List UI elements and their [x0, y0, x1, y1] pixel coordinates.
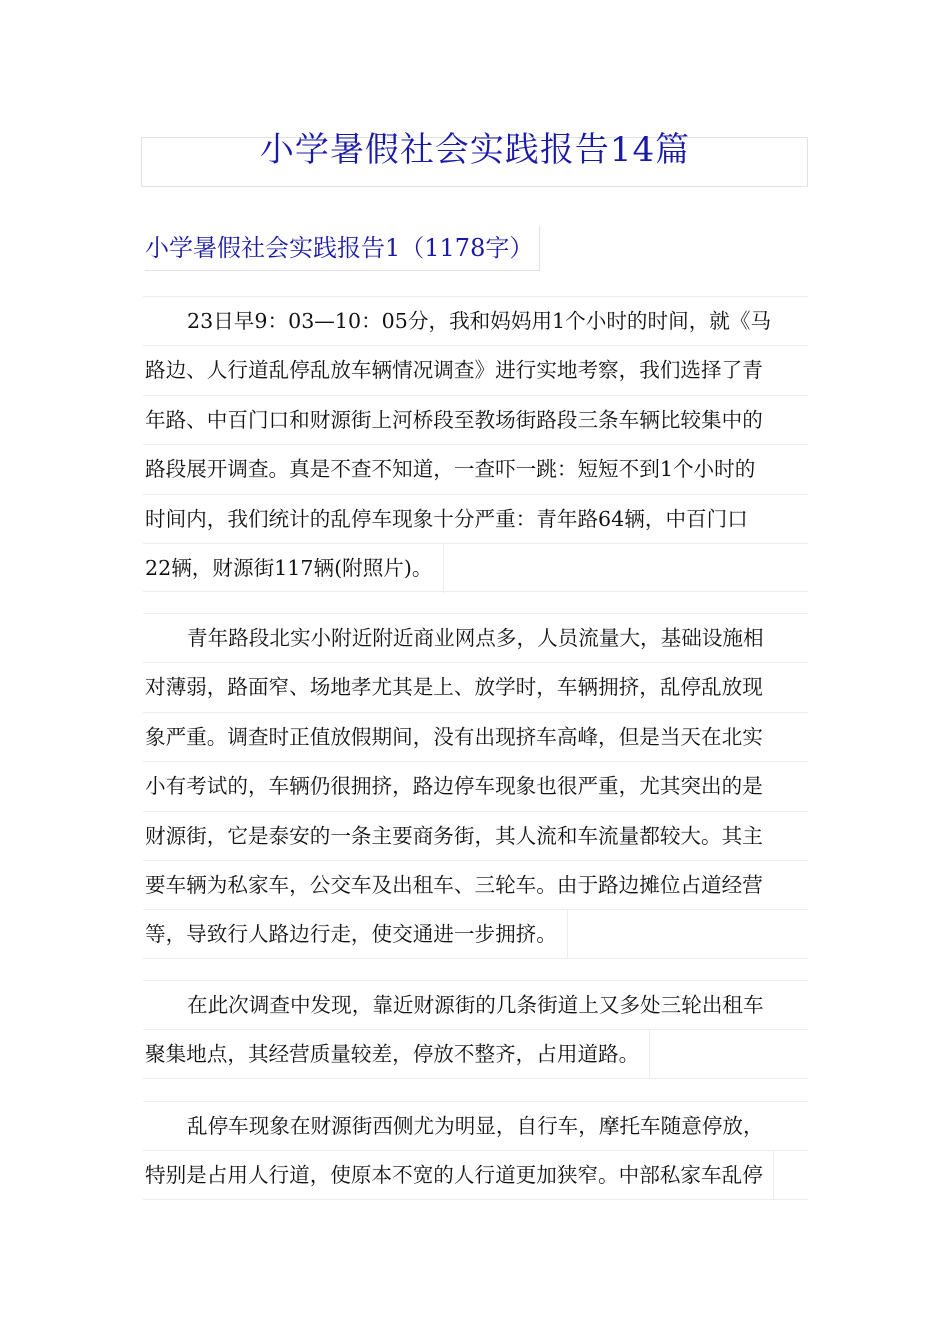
text-line [143, 712, 808, 761]
line-text: 对薄弱，路面窄、场地孝尤其是上、放学时，车辆拥挤，乱停乱放现 [145, 675, 763, 700]
text-line [143, 980, 808, 1029]
paragraph-2 [143, 613, 808, 959]
line-text: 特别是占用人行道，使原本不宽的人行道更加狭窄。中部私家车乱停 [145, 1151, 774, 1200]
line-text: 乱停车现象在财源街西侧尤为明显，自行车，摩托车随意停放， [187, 1114, 764, 1138]
line-text: 青年路段北实小附近附近商业网点多，人员流量大，基础设施相 [187, 626, 764, 650]
text-line [143, 1101, 808, 1150]
text-line [143, 296, 808, 345]
text-line [143, 444, 808, 493]
line-text: 路段展开调查。真是不查不知道，一查吓一跳：短短不到1个小时的 [145, 457, 756, 482]
document-title: 小学暑假社会实践报告14篇 [259, 130, 691, 170]
line-text: 小有考试的，车辆仍很拥挤，路边停车现象也很严重，尤其突出的是 [145, 774, 763, 799]
text-line [143, 761, 808, 810]
line-text: 时间内，我们统计的乱停车现象十分严重：青年路64辆，中百门口 [145, 506, 748, 531]
line-text: 等，导致行人路边行走，使交通进一步拥挤。 [145, 910, 568, 959]
line-text: 23日早9：03—10：05分，我和妈妈用1个小时的时间，就《马 [187, 309, 772, 333]
text-line [143, 1029, 808, 1078]
line-text: 财源街，它是泰安的一条主要商务街，其人流和车流量都较大。其主 [145, 823, 763, 848]
text-line [143, 395, 808, 444]
line-text: 路边、人行道乱停乱放车辆情况调查》进行实地考察，我们选择了青 [145, 358, 763, 383]
paragraph-1 [143, 296, 808, 592]
text-line [143, 662, 808, 711]
line-text: 要车辆为私家车，公交车及出租车、三轮车。由于路边摊位占道经营 [145, 872, 763, 897]
text-line [143, 860, 808, 909]
line-text: 在此次调查中发现，靠近财源街的几条街道上又多处三轮出租车 [187, 993, 764, 1017]
text-line [143, 543, 808, 592]
text-line [143, 811, 808, 860]
text-line [143, 1150, 808, 1199]
text-line [143, 345, 808, 394]
text-line [143, 613, 808, 662]
paragraph-3 [143, 980, 808, 1079]
line-text: 聚集地点，其经营质量较差，停放不整齐，占用道路。 [145, 1030, 650, 1079]
line-text: 年路、中百门口和财源街上河桥段至教场街路段三条车辆比较集中的 [145, 407, 763, 432]
section-heading: 小学暑假社会实践报告1（1178字） [145, 226, 540, 271]
text-line [143, 494, 808, 543]
line-text: 22辆，财源街117辆(附照片)。 [145, 544, 444, 593]
text-line [143, 909, 808, 958]
paragraph-4 [143, 1101, 808, 1200]
line-text: 象严重。调查时正值放假期间，没有出现挤车高峰，但是当天在北实 [145, 724, 763, 749]
